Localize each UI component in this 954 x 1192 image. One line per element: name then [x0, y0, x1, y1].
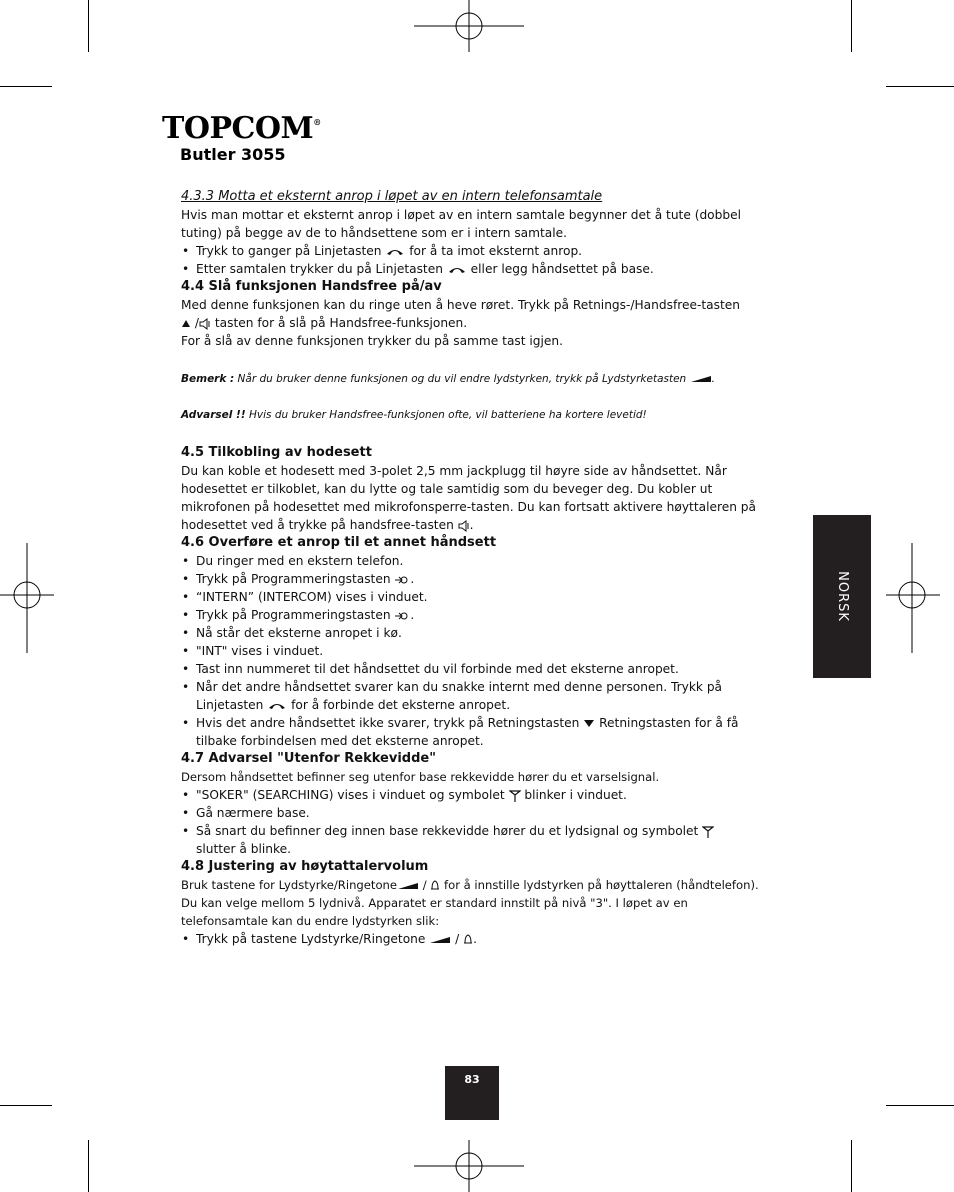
program-key-icon	[394, 575, 410, 585]
line-key-icon	[267, 701, 287, 711]
section-heading: 4.6 Overføre et anrop til et annet håndsett	[181, 535, 497, 550]
section-heading: 4.4 Slå funksjonen Handsfree på/av	[181, 279, 442, 294]
warning: Advarsel !! Hvis du bruker Handsfree-funksjonen ofte, vil batteriene ha kortere levetid!	[181, 409, 647, 421]
line-key-icon	[447, 265, 467, 275]
section-heading: 4.5 Tilkobling av hodesett	[181, 445, 372, 460]
registration-mark-icon	[886, 543, 954, 653]
paragraph: Hvis man mottar et eksternt anrop i løpet av en intern samtale begynner det å tute (dobbel tuting) på begge av de to håndsettene som er i intern samtale.	[181, 208, 741, 240]
antenna-icon	[509, 790, 521, 802]
line-key-icon	[385, 247, 405, 257]
list-item: • "SOKER" (SEARCHING) vises i vinduet og symbolet blinker i vinduet.	[181, 786, 771, 804]
down-arrow-icon	[583, 719, 595, 728]
list-item: • "INT" vises i vinduet.	[181, 642, 771, 660]
list-item: • Trykk på Programmeringstasten .	[181, 606, 771, 624]
list-item: • Tast inn nummeret til det håndsettet du vil forbinde med det eksterne anropet.	[181, 660, 771, 678]
paragraph: Dersom håndsettet befinner seg utenfor base rekkevidde hører du et varselsignal.	[181, 770, 660, 784]
list-item: • Gå nærmere base.	[181, 804, 771, 822]
list-item: • Nå står det eksterne anropet i kø.	[181, 624, 771, 642]
speaker-icon	[199, 318, 211, 330]
section-heading: 4.8 Justering av høytattalervolum	[181, 859, 429, 874]
bullet-list	[181, 242, 771, 278]
bell-icon	[430, 880, 440, 891]
list-item: • Når det andre håndsettet svarer kan du snakke internt med denne personen. Trykk på Linjetasten for å forbinde det eksterne anropet.	[181, 678, 771, 714]
registration-mark-icon	[0, 543, 54, 653]
crop-mark	[851, 1140, 852, 1192]
list-item: • Så snart du befinner deg innen base rekkevidde hører du et lydsignal og symbolet slutter å blinke.	[181, 822, 771, 858]
paragraph: Med denne funksjonen kan du ringe uten å heve røret. Trykk på Retnings-/Handsfree-tasten / tasten for å slå på Handsfree-funksjonen.	[181, 298, 740, 330]
bell-icon	[463, 934, 473, 945]
crop-mark	[886, 86, 954, 87]
volume-key-icon	[397, 882, 419, 890]
note: Bemerk : Når du bruker denne funksjonen og du vil endre lydstyrken, trykk på Lydstyrketasten .	[181, 373, 715, 385]
list-item: • Trykk på Programmeringstasten .	[181, 570, 771, 588]
crop-mark	[886, 1105, 954, 1106]
document-body	[181, 188, 771, 948]
crop-mark	[88, 0, 89, 52]
crop-mark	[88, 1140, 89, 1192]
list-item: • Hvis det andre håndsettet ikke svarer, trykk på Retningstasten Retningstasten for å få tilbake forbindelsen med det eksterne anropet.	[181, 714, 771, 750]
bullet-list	[181, 552, 771, 750]
crop-mark	[0, 86, 52, 87]
paragraph: Du kan koble et hodesett med 3-polet 2,5 mm jackplugg til høyre side av håndsettet. Når hodesettet er tilkoblet, kan du lytte og tale samtidig som du beveger deg. Du kobler ut mikrofonen på hodesettet med mikrofonsperre-tasten. Du kan fortsatt aktivere høyttaleren på hodesettet ved å trykke på handsfree-tasten .	[181, 464, 757, 532]
volume-key-icon	[690, 375, 712, 383]
model-name: Butler 3055	[180, 145, 286, 164]
bullet-list	[181, 930, 771, 948]
side-tab-label: NORSK	[834, 571, 850, 622]
bullet-list	[181, 786, 771, 858]
program-key-icon	[394, 611, 410, 621]
paragraph: Bruk tastene for Lydstyrke/Ringetone / for å innstille lydstyrken på høyttaleren (håndtelefon). Du kan velge mellom 5 lydnivå. Apparatet er standard innstilt på nivå "3". I løpet av en telefonsamtale kan du endre lydstyrken slik:	[181, 878, 759, 928]
volume-key-icon	[429, 936, 451, 944]
page-number: 83	[445, 1066, 499, 1120]
list-item: • Trykk på tastene Lydstyrke/Ringetone / .	[181, 930, 771, 948]
up-arrow-icon	[181, 319, 191, 328]
registration-mark-icon	[414, 0, 524, 52]
list-item: • Du ringer med en ekstern telefon.	[181, 552, 771, 570]
crop-mark	[0, 1105, 52, 1106]
language-side-tab	[813, 515, 871, 678]
antenna-icon	[702, 826, 714, 838]
crop-mark	[851, 0, 852, 52]
list-item: • “INTERN” (INTERCOM) vises i vinduet.	[181, 588, 771, 606]
registration-mark-icon	[414, 1140, 524, 1192]
section-heading: 4.7 Advarsel "Utenfor Rekkevidde"	[181, 751, 436, 766]
list-item: • Trykk to ganger på Linjetasten for å ta imot eksternt anrop.	[181, 242, 771, 260]
brand-logo: TOPCOM®	[162, 111, 321, 146]
list-item: • Etter samtalen trykker du på Linjetasten eller legg håndsettet på base.	[181, 260, 771, 278]
section-heading: 4.3.3 Motta et eksternt anrop i løpet av en intern telefonsamtale	[181, 189, 603, 204]
paragraph: For å slå av denne funksjonen trykker du på samme tast igjen.	[181, 334, 564, 348]
speaker-icon	[458, 520, 470, 532]
